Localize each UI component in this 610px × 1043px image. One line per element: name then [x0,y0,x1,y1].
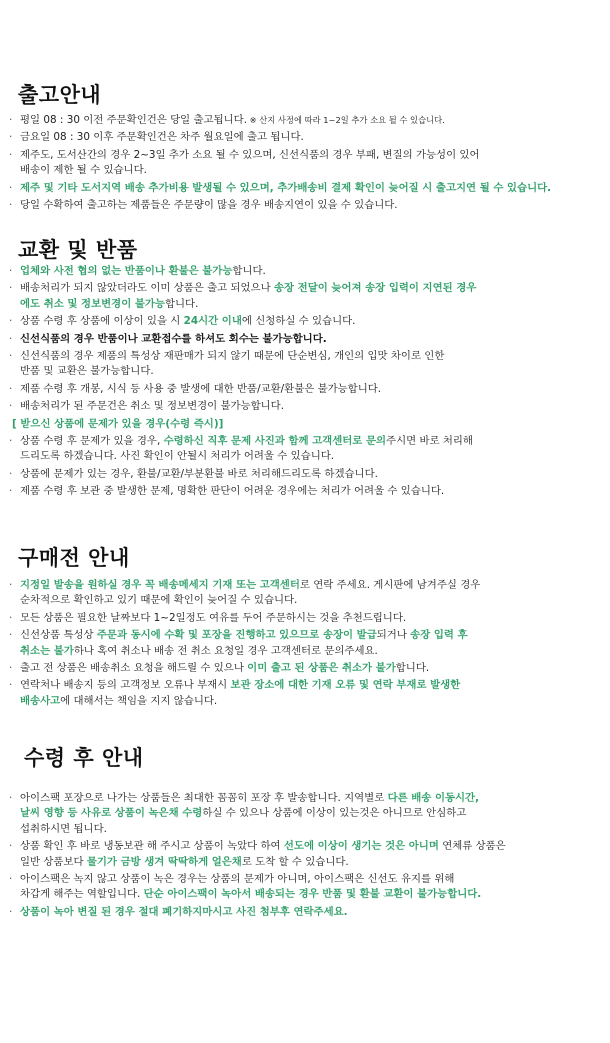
list-item: · 업체와 사전 협의 없는 반품이나 환불은 불가능합니다. [9,265,266,277]
list-item: · 연락처나 배송지 등의 고객정보 오류나 부재시 보관 장소에 대한 기재 오류 및 연락 부재로 발생한 배송사고에 대해서는 책임을 지지 않습니다. [9,679,461,707]
list-item: · 당일 수확하여 출고하는 제품들은 주문량이 많을 경우 배송지연이 있을 수 있습니다. [9,199,398,212]
list-item: · 신선상품 특성상 주문과 동시에 수확 및 포장을 진행하고 있으므로 송장이 발급되거나 송장 입력 후 취소는 불가하나 혹여 취소나 배송 전 취소 요청일 경우 고객센터로 문의주세요. [9,629,468,657]
list-item: · 출고 전 상품은 배송취소 요청을 해드릴 수 있으나 이미 출고 된 상품은 취소가 불가합니다. [9,662,430,675]
list-item: · 신선식품의 경우 반품이나 교환접수를 하셔도 회수는 불가능합니다. [9,332,327,345]
list-item: · 평일 08 : 30 이전 주문확인건은 당일 출고됩니다. ※ 산지 사정에 따라 1~2일 추가 소요 될 수 있습니다. [9,114,445,126]
list-item: · 제품 수령 후 개봉, 시식 등 사용 중 발생에 대한 반품/교환/환불은 불가능합니다. [9,382,382,395]
list-item: · 배송처리가 되지 않았더라도 이미 상품은 출고 되었으나 송장 전달이 늦어져 송장 입력이 지연된 경우 에도 취소 및 정보변경이 불가능합니다. [9,282,477,310]
list-item: · 배송처리가 된 주문건은 취소 및 정보변경이 불가능합니다. [9,400,285,413]
bracket-heading: [ 받으신 상품에 문제가 있을 경우(수령 즉시)] [12,417,224,430]
list-item: · 신선식품의 경우 제품의 특성상 재판매가 되지 않기 때문에 단순변심, 개인의 입맛 차이로 인한 반품 및 교환은 불가능합니다. [9,350,445,378]
list-item: · 모든 상품은 필요한 날짜보다 1~2일정도 여유를 두어 주문하시는 것을 추천드립니다. [9,611,407,624]
list-item: · 제주 및 기타 도서지역 배송 추가비용 발생될 수 있으며, 추가배송비 결제 확인이 늦어질 시 출고지연 될 수 있습니다. [9,181,552,194]
list-item: · 상품이 녹아 변질 된 경우 절대 폐기하지마시고 사진 첨부후 연락주세요. [9,905,348,918]
prepurchase-title: 구매전 안내 [18,546,130,570]
list-item: · 제주도, 도서산간의 경우 2~3일 추가 소요 될 수 있으며, 신선식품의 경우 부패, 변질의 가능성이 있어 배송이 제한 될 수 있습니다. [9,148,480,177]
exchange-title: 교환 및 반품 [18,238,138,262]
list-item: · 아이스팩은 녹지 않고 상품이 녹은 경우는 상품의 문제가 아니며, 아이스팩은 신선도 유지를 위해 차갑게 해주는 역할입니다. 단순 아이스팩이 녹아서 배송되는 경우 반품 및 환불 교환이 불가능합니다. [9,873,482,901]
shipping-title: 출고안내 [18,83,102,107]
list-item: · 상품 확인 후 바로 냉동보관 해 주시고 상품이 녹았다 하여 선도에 이상이 생기는 것은 아니며 연체류 상품은 일반 상품보다 물기가 금방 생겨 딱딱하게 얼은채로 도착 할 수 있습니다. [9,840,506,868]
list-item: · 제품 수령 후 보관 중 발생한 문제, 명확한 판단이 어려운 경우에는 처리가 어려울 수 있습니다. [9,485,445,498]
list-item: · 지정일 발송을 원하실 경우 꼭 배송메세지 기재 또는 고객센터로 연락 주세요. 게시판에 남겨주실 경우 순차적으로 확인하고 있기 때문에 확인이 늦어질 수 있습니다. [9,579,481,607]
list-item: · 상품에 문제가 있는 경우, 환불/교환/부분환불 바로 처리해드리도록 하겠습니다. [9,467,378,480]
list-item: · 금요일 08 : 30 이후 주문확인건은 차주 월요일에 출고 됩니다. [9,131,304,144]
list-item: · 상품 수령 후 상품에 이상이 있을 시 24시간 이내에 신청하실 수 있습니다. [9,315,356,328]
list-item: · 상품 수령 후 문제가 있을 경우, 수령하신 직후 문제 사진과 함께 고객센터로 문의주시면 바로 처리해 드리도록 하겠습니다. 사진 확인이 안될시 처리가 어려울 수 있습니다. [9,435,473,463]
afterreceipt-title: 수령 후 안내 [24,746,144,770]
list-item: · 아이스팩 포장으로 나가는 상품들은 최대한 꼼꼼히 포장 후 발송합니다. 지역별로 다른 배송 이동시간, 날씨 영향 등 사유로 상품이 녹은채 수령하실 수 있으나 상품에 이상이 있는것은 아니므로 안심하고 섭취하시면 됩니다. [9,792,480,835]
